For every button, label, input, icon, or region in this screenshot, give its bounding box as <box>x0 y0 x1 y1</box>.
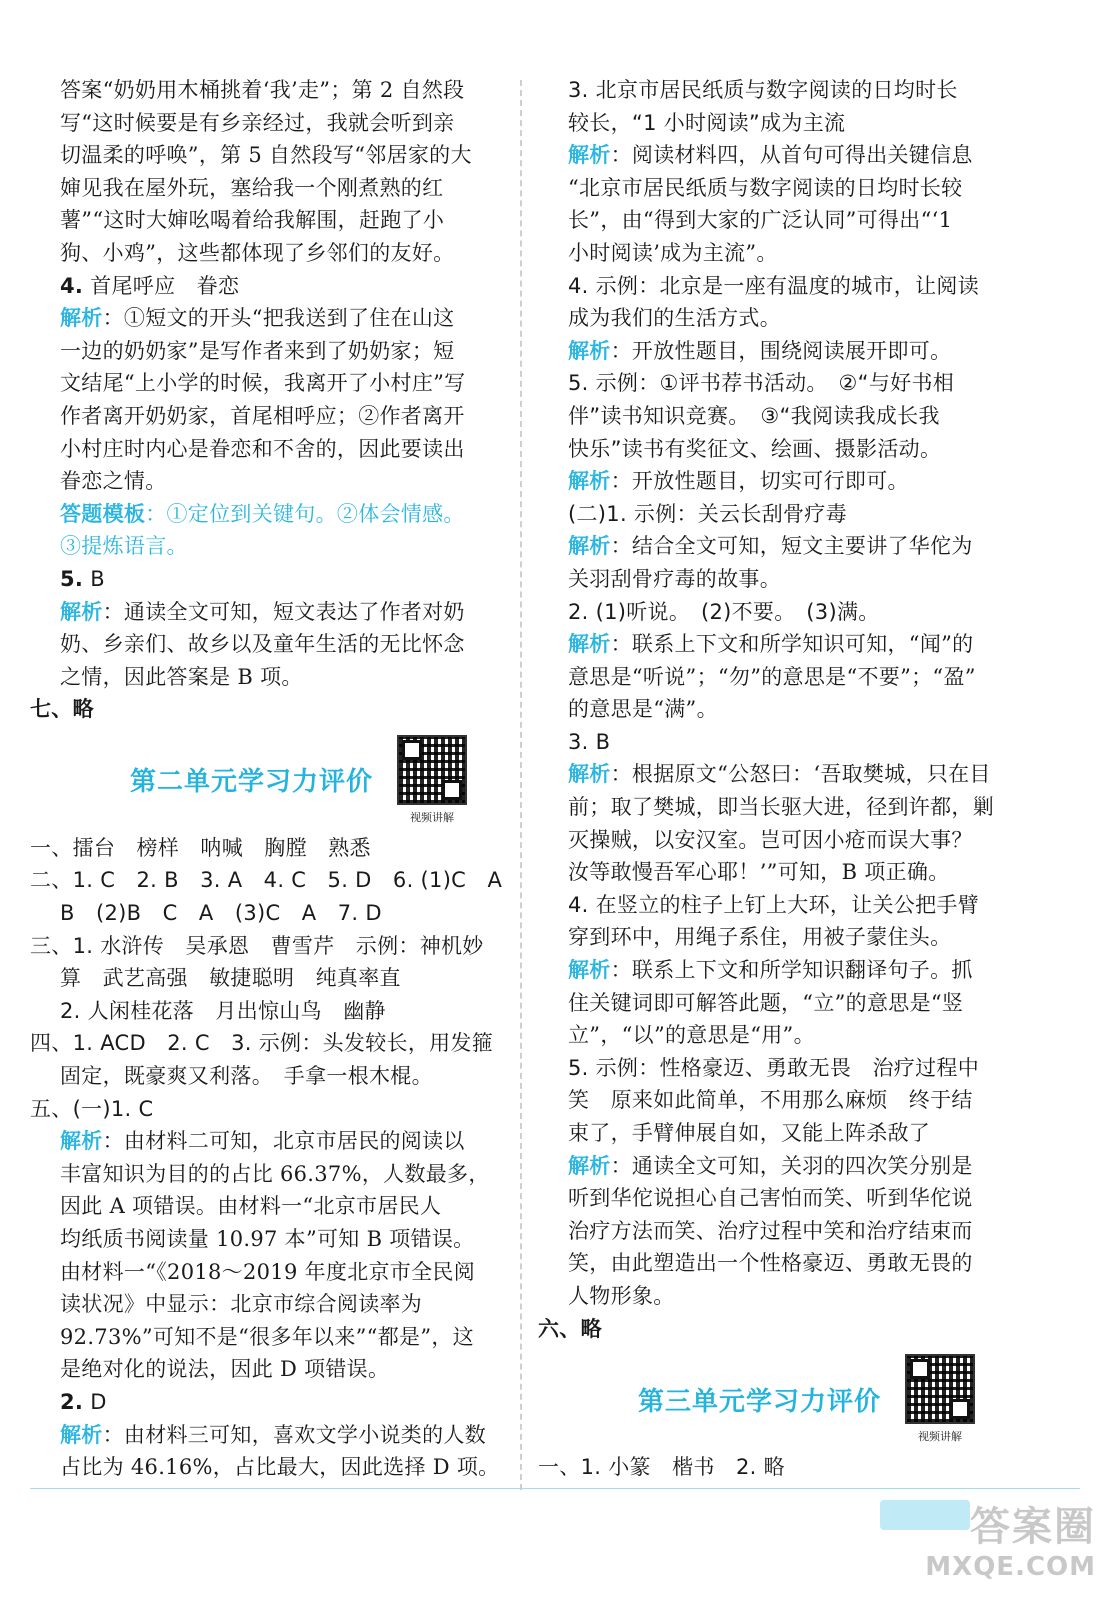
part-4-cont: 固定，既豪爽又利落。 手拿一根木棍。 <box>60 1064 433 1089</box>
analysis-line: 解析：①短文的开头“把我送到了住在山这 <box>60 306 455 331</box>
unit-3-part-1: 一、1. 小篆 楷书 2. 略 <box>538 1455 785 1480</box>
part-4: 四、1. ACD 2. C 3. 示例：头发较长，用发箍 <box>30 1031 494 1056</box>
analysis-line: 由材料一“《2018～2019 年度北京市全民阅 <box>60 1259 475 1284</box>
column-divider <box>520 80 522 1490</box>
analysis-line: 作者离开奶奶家，首尾相呼应；②作者离开 <box>60 403 465 428</box>
analysis-line: 解析：联系上下文和所学知识可知，“闻”的 <box>568 632 974 657</box>
part-2: 二、1. C 2. B 3. A 4. C 5. D 6. (1)C A <box>30 868 503 893</box>
text-line: 答案“奶奶用木桶挑着‘我’走”；第 2 自然段 <box>60 78 465 102</box>
question-5-cont: 快乐”读书有奖征文、绘画、摄影活动。 <box>568 436 942 461</box>
analysis-line: 解析：开放性题目，围绕阅读展开即可。 <box>568 338 952 363</box>
passage-2-q5-cont: 笑 原来如此简单，不用那么麻烦 终于结 <box>568 1088 973 1113</box>
footer-rule <box>30 1488 1080 1489</box>
text-line: 写“这时候要是有乡亲经过，我就会听到亲 <box>60 110 455 135</box>
analysis-label: 解析 <box>568 143 611 168</box>
unit-2-title: 第二单元学习力评价 <box>130 767 374 798</box>
analysis-label: 解析 <box>568 534 611 559</box>
analysis-line: 听到华佗说担心自己害怕而笑、听到华佗说 <box>568 1186 973 1211</box>
unit-3-title: 第三单元学习力评价 <box>638 1386 882 1417</box>
analysis-line: 解析：开放性题目，切实可行即可。 <box>568 469 909 494</box>
qr-code-icon[interactable] <box>397 735 467 805</box>
unit-3-header <box>568 1351 996 1447</box>
analysis-line: 关羽刮骨疗毒的故事。 <box>568 566 781 591</box>
question-5-answer: 5. B <box>60 566 105 591</box>
watermark-logo: 答案圈 <box>970 1504 1096 1550</box>
analysis-label: 解析 <box>60 1129 103 1154</box>
question-2-answer: 2. D <box>60 1389 107 1414</box>
analysis-line: 解析：根据原文“公怒曰：‘吾取樊城，只在目 <box>568 762 991 787</box>
analysis-line: 治疗方法而笑、治疗过程中笑和治疗结束而 <box>568 1218 973 1243</box>
answer-template-line: ③提炼语言。 <box>60 534 188 559</box>
analysis-line: 解析：通读全文可知，关羽的四次笑分别是 <box>568 1153 973 1178</box>
analysis-line: 眷恋之情。 <box>60 469 167 494</box>
qr-label: 视频讲解 <box>410 810 455 824</box>
analysis-line: 丰富知识为目的的占比 66.37%，人数最多， <box>60 1161 490 1186</box>
unit-3-qr[interactable] <box>905 1354 975 1444</box>
question-5: 5. 示例：①评书荐书活动。 ②“与好书相 <box>568 371 955 396</box>
answer-template: 答题模板：①定位到关键句。②体会情感。 <box>60 501 465 526</box>
question-number: 4. <box>60 273 84 298</box>
left-column <box>30 74 503 1484</box>
analysis-line: 是绝对化的说法，因此 D 项错误。 <box>60 1357 390 1382</box>
analysis-line: 住关键词即可解答此题，“立”的意思是“竖 <box>568 990 964 1015</box>
question-4-cont: 成为我们的生活方式。 <box>568 306 781 331</box>
part-3: 三、1. 水浒传 吴承恩 曹雪芹 示例：神机妙 <box>30 933 484 958</box>
analysis-line: 解析：阅读材料四，从首句可得出关键信息 <box>568 143 973 168</box>
analysis-label: 解析 <box>60 599 103 624</box>
analysis-line: 文结尾“上小学的时候，我离开了小村庄”写 <box>60 371 466 396</box>
passage-2-q4: 4. 在竖立的柱子上钉上大环，让关公把手臂 <box>568 892 980 917</box>
analysis-line: 笑，由此塑造出一个性格豪迈、勇敢无畏的 <box>568 1251 973 1276</box>
analysis-line: 灭操贼，以安汉室。岂可因小疮而误大事？ <box>568 827 973 852</box>
qr-code-icon[interactable] <box>905 1354 975 1424</box>
question-4: 4. 示例：北京是一座有温度的城市，让阅读 <box>568 273 980 298</box>
analysis-label: 解析 <box>568 338 611 363</box>
analysis-line: 解析：联系上下文和所学知识翻译句子。抓 <box>568 958 973 983</box>
analysis-label: 解析 <box>568 632 611 657</box>
text-line: 切温柔的呼唤”，第 5 自然段写“邻居家的大 <box>60 143 472 168</box>
analysis-line: 汝等敢慢吾军心耶！’”可知，B 项正确。 <box>568 860 950 885</box>
text-line: 狗、小鸡”，这些都体现了乡邻们的友好。 <box>60 240 455 265</box>
right-column <box>538 74 996 1484</box>
analysis-line: 之情，因此答案是 B 项。 <box>60 664 303 689</box>
passage-2-q5: 5. 示例：性格豪迈、勇敢无畏 治疗过程中 <box>568 1055 980 1080</box>
analysis-line: 长”，由“得到大家的广泛认同”可得出“‘1 <box>568 208 953 233</box>
question-3: 3. 北京市居民纸质与数字阅读的日均时长 <box>568 78 958 102</box>
text-line: 薯”“这时大婶吆喝着给我解围，赶跑了小 <box>60 208 445 233</box>
analysis-line: 人物形象。 <box>568 1283 675 1308</box>
qr-label: 视频讲解 <box>918 1430 963 1444</box>
analysis-line: 92.73%”可知不是“很多年以来”“都是”，这 <box>60 1324 474 1349</box>
analysis-label: 解析 <box>568 1153 611 1178</box>
analysis-line: 解析：由材料三可知，喜欢文学小说类的人数 <box>60 1422 487 1447</box>
part-1: 一、擂台 榜样 呐喊 胸膛 熟悉 <box>30 835 371 860</box>
analysis-line: “北京市居民纸质与数字阅读的日均时长较 <box>568 175 963 200</box>
analysis-label: 解析 <box>568 762 611 787</box>
part-5: 五、(一)1. C <box>30 1096 154 1121</box>
analysis-line: 解析：由材料二可知，北京市居民的阅读以 <box>60 1129 465 1154</box>
template-label: 答题模板 <box>60 501 146 526</box>
analysis-label: 解析 <box>60 306 103 331</box>
analysis-line: 均纸质书阅读量 10.97 本”可知 B 项错误。 <box>60 1227 475 1251</box>
question-4-answer <box>60 270 490 303</box>
passage-2-q3: 3. B <box>568 729 611 754</box>
part-2-cont: B (2)B C A (3)C A 7. D <box>60 901 382 926</box>
part-3-q2: 2. 人闲桂花落 月出惊山鸟 幽静 <box>60 998 386 1023</box>
analysis-label: 解析 <box>568 469 611 494</box>
analysis-line: 立”，“以”的意思是“用”。 <box>568 1023 815 1048</box>
question-3-cont: 较长，“1 小时阅读”成为主流 <box>568 110 846 135</box>
analysis-line: 小时阅读’成为主流”。 <box>568 240 778 265</box>
analysis-line: 因此 A 项错误。由材料一“北京市居民人 <box>60 1194 442 1219</box>
section-7: 七、略 <box>30 697 94 722</box>
analysis-line: 一边的奶奶家”是写作者来到了奶奶家；短 <box>60 338 455 363</box>
passage-2-q5-cont: 束了，手臂伸展自如，又能上阵杀敌了 <box>568 1121 931 1145</box>
unit-2-qr[interactable] <box>397 735 467 825</box>
answer-text: 首尾呼应 眷恋 <box>90 273 240 298</box>
analysis-line: 奶、乡亲们、故乡以及童年生活的无比怀念 <box>60 632 465 657</box>
passage-2-q4-cont: 穿到环中，用绳子系住，用被子蒙住头。 <box>568 925 952 950</box>
passage-2-q2: 2. (1)听说。 (2)不要。 (3)满。 <box>568 599 880 624</box>
analysis-line: 占比为 46.16%，占比最大，因此选择 D 项。 <box>60 1455 500 1480</box>
analysis-line: 小村庄时内心是眷恋和不舍的，因此要读出 <box>60 436 465 461</box>
question-5-cont: 伴”读书知识竞赛。 ③“我阅读我成长我 <box>568 403 940 428</box>
unit-2-header <box>60 732 490 828</box>
analysis-line: 解析：结合全文可知，短文主要讲了华佗为 <box>568 534 973 559</box>
text-line: 婶见我在屋外玩，塞给我一个刚煮熟的红 <box>60 175 444 200</box>
analysis-line: 意思是“听说”；“勿”的意思是“不要”；“盈” <box>568 664 976 689</box>
watermark-url: MXQE.COM <box>925 1552 1096 1582</box>
analysis-line: 读状况》中显示：北京市综合阅读率为 <box>60 1292 423 1317</box>
analysis-label: 解析 <box>568 958 611 983</box>
part-3-cont: 算 武艺高强 敏捷聪明 纯真率直 <box>60 966 401 991</box>
watermark <box>925 1495 1096 1582</box>
analysis-line: 解析：通读全文可知，短文表达了作者对奶 <box>60 599 465 624</box>
analysis-line: 前；取了樊城，即当长驱大进，径到许都，剿 <box>568 795 994 820</box>
analysis-line: 的意思是“满”。 <box>568 697 718 722</box>
section-6: 六、略 <box>538 1316 602 1341</box>
passage-2-q1: (二)1. 示例：关云长刮骨疗毒 <box>568 501 847 526</box>
analysis-label: 解析 <box>60 1422 103 1447</box>
